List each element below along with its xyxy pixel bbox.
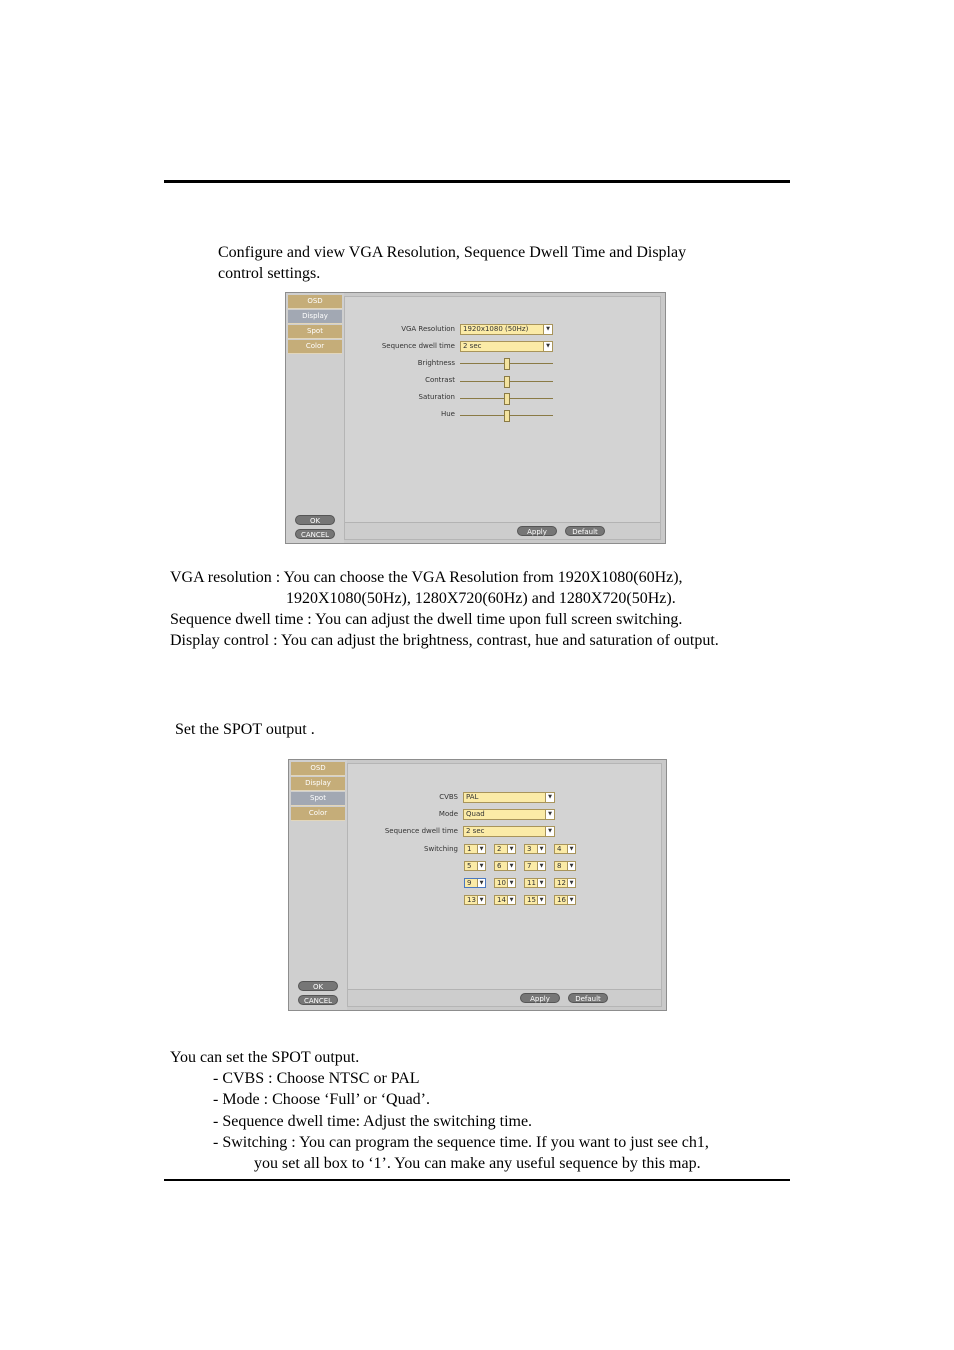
- contrast-label: Contrast: [425, 376, 455, 384]
- spot-dwell-select[interactable]: [463, 826, 555, 837]
- switch-box-10[interactable]: 10 ▼: [494, 878, 516, 888]
- ok-button[interactable]: OK: [298, 981, 338, 991]
- top-rule: [164, 180, 790, 183]
- spot-desc-switch-2: you set all box to ‘1’. You can make any useful sequence by this map.: [254, 1155, 701, 1172]
- control-desc: Display control : You can adjust the brightness, contrast, hue and saturation of output.: [170, 632, 719, 649]
- default-button[interactable]: Default: [568, 993, 608, 1003]
- switch-box-16[interactable]: 16 ▼: [554, 895, 576, 905]
- dwell-time-select[interactable]: [460, 341, 553, 352]
- switch-box-5[interactable]: 5 ▼: [464, 861, 486, 871]
- cvbs-select[interactable]: [463, 792, 555, 803]
- chevron-down-icon: ▼: [543, 325, 552, 334]
- display-footer: [345, 522, 660, 539]
- cvbs-value: PAL: [466, 793, 479, 801]
- switch-box-3[interactable]: 3 ▼: [524, 844, 546, 854]
- spot-footer: [348, 989, 661, 1006]
- contrast-slider[interactable]: [460, 381, 553, 382]
- cvbs-label: CVBS: [439, 793, 458, 801]
- tab-color[interactable]: Color: [288, 340, 342, 354]
- cancel-button[interactable]: CANCEL: [295, 529, 335, 539]
- switch-box-1[interactable]: 1 ▼: [464, 844, 486, 854]
- brightness-label: Brightness: [417, 359, 455, 367]
- slider-handle[interactable]: [504, 376, 510, 388]
- saturation-slider[interactable]: [460, 398, 553, 399]
- mode-label: Mode: [438, 810, 458, 818]
- chevron-down-icon: ▼: [545, 827, 554, 836]
- saturation-label: Saturation: [418, 393, 455, 401]
- switch-box-6[interactable]: 6 ▼: [494, 861, 516, 871]
- spot-main: [347, 763, 662, 1007]
- tab-color[interactable]: Color: [291, 807, 345, 821]
- vga-resolution-value: 1920x1080 (50Hz): [463, 325, 529, 333]
- mode-select[interactable]: [463, 809, 555, 820]
- intro-line-2: control settings.: [218, 265, 321, 282]
- ok-button[interactable]: OK: [295, 515, 335, 525]
- slider-handle[interactable]: [504, 410, 510, 422]
- display-settings-panel: [285, 292, 666, 544]
- dwell-time-value: 2 sec: [463, 342, 482, 350]
- hue-slider[interactable]: [460, 415, 553, 416]
- display-sidebar: [286, 293, 344, 543]
- spot-dwell-label: Sequence dwell time: [384, 827, 458, 835]
- spot-desc-dwell: - Sequence dwell time: Adjust the switching time.: [213, 1113, 533, 1130]
- slider-handle[interactable]: [504, 393, 510, 405]
- spot-sidebar: [289, 760, 347, 1010]
- switch-box-15[interactable]: 15 ▼: [524, 895, 546, 905]
- cancel-button[interactable]: CANCEL: [298, 995, 338, 1005]
- intro-line-1: Configure and view VGA Resolution, Sequence Dwell Time and Display: [218, 244, 687, 261]
- vga-desc-2: 1920X1080(50Hz), 1280X720(60Hz) and 1280X720(50Hz).: [286, 590, 676, 607]
- dwell-time-label: Sequence dwell time: [381, 342, 455, 350]
- tab-display[interactable]: Display: [291, 777, 345, 791]
- display-main: [344, 296, 661, 540]
- default-button[interactable]: Default: [565, 526, 605, 536]
- switch-box-8[interactable]: 8 ▼: [554, 861, 576, 871]
- spot-intro: Set the SPOT output .: [175, 721, 315, 738]
- switch-box-7[interactable]: 7 ▼: [524, 861, 546, 871]
- chevron-down-icon: ▼: [545, 793, 554, 802]
- vga-desc-1: VGA resolution : You can choose the VGA Resolution from 1920X1080(60Hz),: [170, 569, 683, 586]
- mode-value: Quad: [466, 810, 485, 818]
- chevron-down-icon: ▼: [543, 342, 552, 351]
- tab-osd[interactable]: OSD: [291, 762, 345, 776]
- apply-button[interactable]: Apply: [517, 526, 557, 536]
- switch-box-12[interactable]: 12 ▼: [554, 878, 576, 888]
- tab-spot[interactable]: Spot: [288, 325, 342, 339]
- switch-box-9[interactable]: 9 ▼: [464, 878, 486, 888]
- vga-resolution-select[interactable]: [460, 324, 553, 335]
- switch-box-11[interactable]: 11 ▼: [524, 878, 546, 888]
- spot-dwell-value: 2 sec: [466, 827, 485, 835]
- spot-desc-cvbs: - CVBS : Choose NTSC or PAL: [213, 1070, 420, 1087]
- tab-spot[interactable]: Spot: [291, 792, 345, 806]
- slider-handle[interactable]: [504, 358, 510, 370]
- bottom-rule: [164, 1179, 790, 1181]
- spot-desc-mode: - Mode : Choose ‘Full’ or ‘Quad’.: [213, 1091, 430, 1108]
- switch-box-2[interactable]: 2 ▼: [494, 844, 516, 854]
- spot-desc-intro: You can set the SPOT output.: [170, 1049, 360, 1066]
- apply-button[interactable]: Apply: [520, 993, 560, 1003]
- tab-osd[interactable]: OSD: [288, 295, 342, 309]
- spot-desc-switch-1: - Switching : You can program the sequence time. If you want to just see ch1,: [213, 1134, 709, 1151]
- switching-label: Switching: [424, 845, 458, 853]
- hue-label: Hue: [440, 410, 455, 418]
- chevron-down-icon: ▼: [545, 810, 554, 819]
- switch-box-4[interactable]: 4 ▼: [554, 844, 576, 854]
- dwell-desc: Sequence dwell time : You can adjust the dwell time upon full screen switching.: [170, 611, 683, 628]
- vga-resolution-label: VGA Resolution: [401, 325, 455, 333]
- brightness-slider[interactable]: [460, 363, 553, 364]
- tab-display[interactable]: Display: [288, 310, 342, 324]
- switch-box-13[interactable]: 13 ▼: [464, 895, 486, 905]
- switch-box-14[interactable]: 14 ▼: [494, 895, 516, 905]
- spot-settings-panel: [288, 759, 667, 1011]
